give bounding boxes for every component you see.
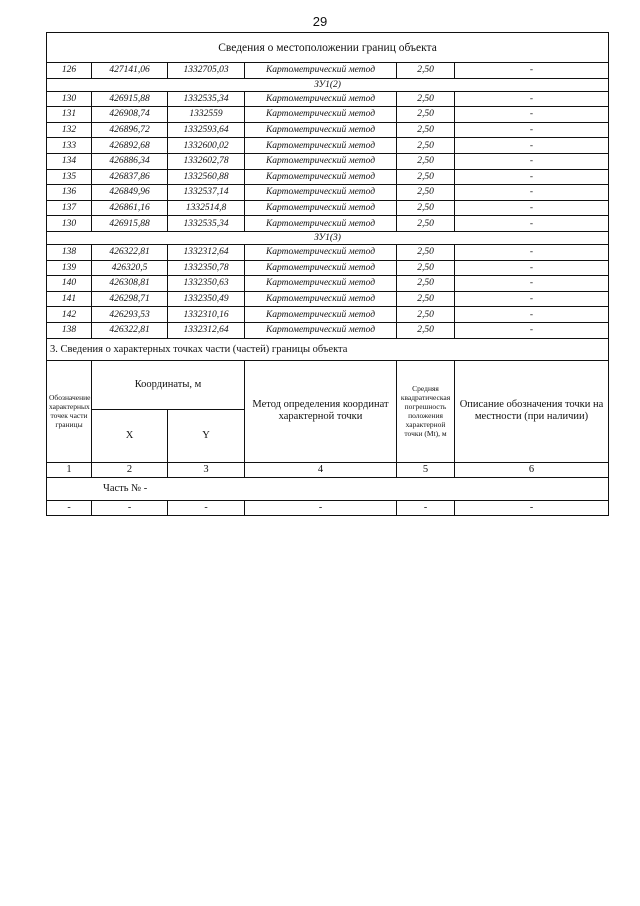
table-row [47, 260, 609, 276]
cell-desc: - [455, 244, 609, 260]
part-label: Часть № - [103, 483, 148, 494]
cell-method: Картометрический метод [245, 307, 397, 323]
empty-cell: - [47, 500, 92, 515]
cell-n: 142 [47, 307, 92, 323]
col-number: 5 [397, 462, 455, 477]
table-row [47, 138, 609, 154]
cell-y: 1332350,78 [168, 260, 245, 276]
table-row [47, 107, 609, 123]
empty-cell: - [168, 500, 245, 515]
table-row [47, 185, 609, 201]
cell-acc: 2,50 [397, 200, 455, 216]
table-row [47, 91, 609, 107]
cell-acc: 2,50 [397, 260, 455, 276]
cell-desc: - [455, 169, 609, 185]
table-row [47, 276, 609, 292]
cell-desc: - [455, 153, 609, 169]
header-description: Описание обозначения точки на местности (при наличии) [455, 360, 609, 462]
cell-method: Картометрический метод [245, 138, 397, 154]
table-row [47, 216, 609, 232]
cell-y: 1332537,14 [168, 185, 245, 201]
empty-cell: - [245, 500, 397, 515]
cell-x: 426320,5 [92, 260, 168, 276]
cell-method: Картометрический метод [245, 260, 397, 276]
cell-y: 1332312,64 [168, 244, 245, 260]
cell-x: 426886,34 [92, 153, 168, 169]
cell-x: 426322,81 [92, 322, 168, 338]
col-number: 3 [168, 462, 245, 477]
cell-x: 426908,74 [92, 107, 168, 123]
table-row [47, 153, 609, 169]
empty-cell: - [397, 500, 455, 515]
group-label: ЗУ1(2) [47, 78, 609, 91]
cell-n: 141 [47, 291, 92, 307]
cell-x: 426298,71 [92, 291, 168, 307]
cell-method: Картометрический метод [245, 291, 397, 307]
cell-n: 130 [47, 91, 92, 107]
cell-x: 426837,86 [92, 169, 168, 185]
cell-desc: - [455, 122, 609, 138]
cell-y: 1332310,16 [168, 307, 245, 323]
cell-x: 426322,81 [92, 244, 168, 260]
cell-desc: - [455, 307, 609, 323]
cell-acc: 2,50 [397, 185, 455, 201]
header-method: Метод определения координат характерной точки [245, 360, 397, 462]
cell-method: Картометрический метод [245, 200, 397, 216]
cell-n: 140 [47, 276, 92, 292]
cell-x: 426861,16 [92, 200, 168, 216]
page-number: 29 [312, 14, 328, 29]
cell-method: Картометрический метод [245, 122, 397, 138]
cell-method: Картометрический метод [245, 91, 397, 107]
cell-n: 132 [47, 122, 92, 138]
cell-y: 1332350,49 [168, 291, 245, 307]
cell-acc: 2,50 [397, 291, 455, 307]
header-coordinates: Координаты, м [92, 360, 245, 409]
cell-y: 1332312,64 [168, 322, 245, 338]
cell-x: 426293,53 [92, 307, 168, 323]
cell-y: 1332593,64 [168, 122, 245, 138]
table-row [47, 291, 609, 307]
table-row [47, 200, 609, 216]
cell-y: 1332350,63 [168, 276, 245, 292]
cell-y: 1332600,02 [168, 138, 245, 154]
cell-n: 130 [47, 216, 92, 232]
cell-n: 135 [47, 169, 92, 185]
col-number: 1 [47, 462, 92, 477]
header-accuracy: Средняя квадратическая погрешность положения характерной точки (Mt), м [397, 360, 455, 462]
cell-acc: 2,50 [397, 276, 455, 292]
cell-acc: 2,50 [397, 169, 455, 185]
cell-x: 426849,96 [92, 185, 168, 201]
cell-n: 131 [47, 107, 92, 123]
col-number: 2 [92, 462, 168, 477]
cell-acc: 2,50 [397, 216, 455, 232]
cell-y: 1332535,34 [168, 91, 245, 107]
cell-desc: - [455, 63, 609, 79]
cell-method: Картометрический метод [245, 216, 397, 232]
cell-n: 134 [47, 153, 92, 169]
group-label: ЗУ1(3) [47, 231, 609, 244]
header-point-designation: Обозначение характерных точек части границы [47, 360, 92, 462]
cell-x: 426892,68 [92, 138, 168, 154]
cell-x: 426915,88 [92, 91, 168, 107]
cell-y: 1332705,03 [168, 63, 245, 79]
cell-method: Картометрический метод [245, 244, 397, 260]
empty-cell: - [455, 500, 609, 515]
cell-desc: - [455, 185, 609, 201]
cell-acc: 2,50 [397, 322, 455, 338]
cell-x: 427141,06 [92, 63, 168, 79]
cell-y: 1332602,78 [168, 153, 245, 169]
cell-y: 1332560,88 [168, 169, 245, 185]
cell-acc: 2,50 [397, 122, 455, 138]
cell-acc: 2,50 [397, 91, 455, 107]
cell-y: 1332559 [168, 107, 245, 123]
table-row [47, 63, 609, 79]
cell-acc: 2,50 [397, 63, 455, 79]
cell-desc: - [455, 322, 609, 338]
cell-x: 426896,72 [92, 122, 168, 138]
cell-method: Картометрический метод [245, 107, 397, 123]
cell-acc: 2,50 [397, 153, 455, 169]
header-y: Y [168, 409, 245, 462]
cell-x: 426308,81 [92, 276, 168, 292]
col-number: 4 [245, 462, 397, 477]
empty-cell: - [92, 500, 168, 515]
cell-n: 139 [47, 260, 92, 276]
cell-n: 137 [47, 200, 92, 216]
cell-desc: - [455, 200, 609, 216]
cell-desc: - [455, 216, 609, 232]
cell-method: Картометрический метод [245, 153, 397, 169]
cell-method: Картометрический метод [245, 185, 397, 201]
cell-acc: 2,50 [397, 307, 455, 323]
cell-desc: - [455, 276, 609, 292]
table-row [47, 169, 609, 185]
cell-n: 138 [47, 244, 92, 260]
cell-n: 136 [47, 185, 92, 201]
cell-method: Картометрический метод [245, 63, 397, 79]
table-row [47, 307, 609, 323]
cell-acc: 2,50 [397, 244, 455, 260]
section3-title: 3. Сведения о характерных точках части (частей) границы объекта [47, 338, 609, 360]
table-row [47, 122, 609, 138]
cell-y: 1332514,8 [168, 200, 245, 216]
cell-n: 126 [47, 63, 92, 79]
cell-acc: 2,50 [397, 138, 455, 154]
cell-desc: - [455, 291, 609, 307]
cell-method: Картометрический метод [245, 169, 397, 185]
cell-acc: 2,50 [397, 107, 455, 123]
table-row [47, 322, 609, 338]
cell-desc: - [455, 260, 609, 276]
col-number: 6 [455, 462, 609, 477]
cell-method: Картометрический метод [245, 276, 397, 292]
table-title: Сведения о местоположении границ объекта [47, 33, 609, 63]
cell-n: 133 [47, 138, 92, 154]
cell-x: 426915,88 [92, 216, 168, 232]
cell-y: 1332535,34 [168, 216, 245, 232]
cell-method: Картометрический метод [245, 322, 397, 338]
cell-n: 138 [47, 322, 92, 338]
cell-desc: - [455, 91, 609, 107]
header-x: X [92, 409, 168, 462]
cell-desc: - [455, 138, 609, 154]
table-row [47, 244, 609, 260]
cell-desc: - [455, 107, 609, 123]
boundary-table [46, 32, 609, 516]
